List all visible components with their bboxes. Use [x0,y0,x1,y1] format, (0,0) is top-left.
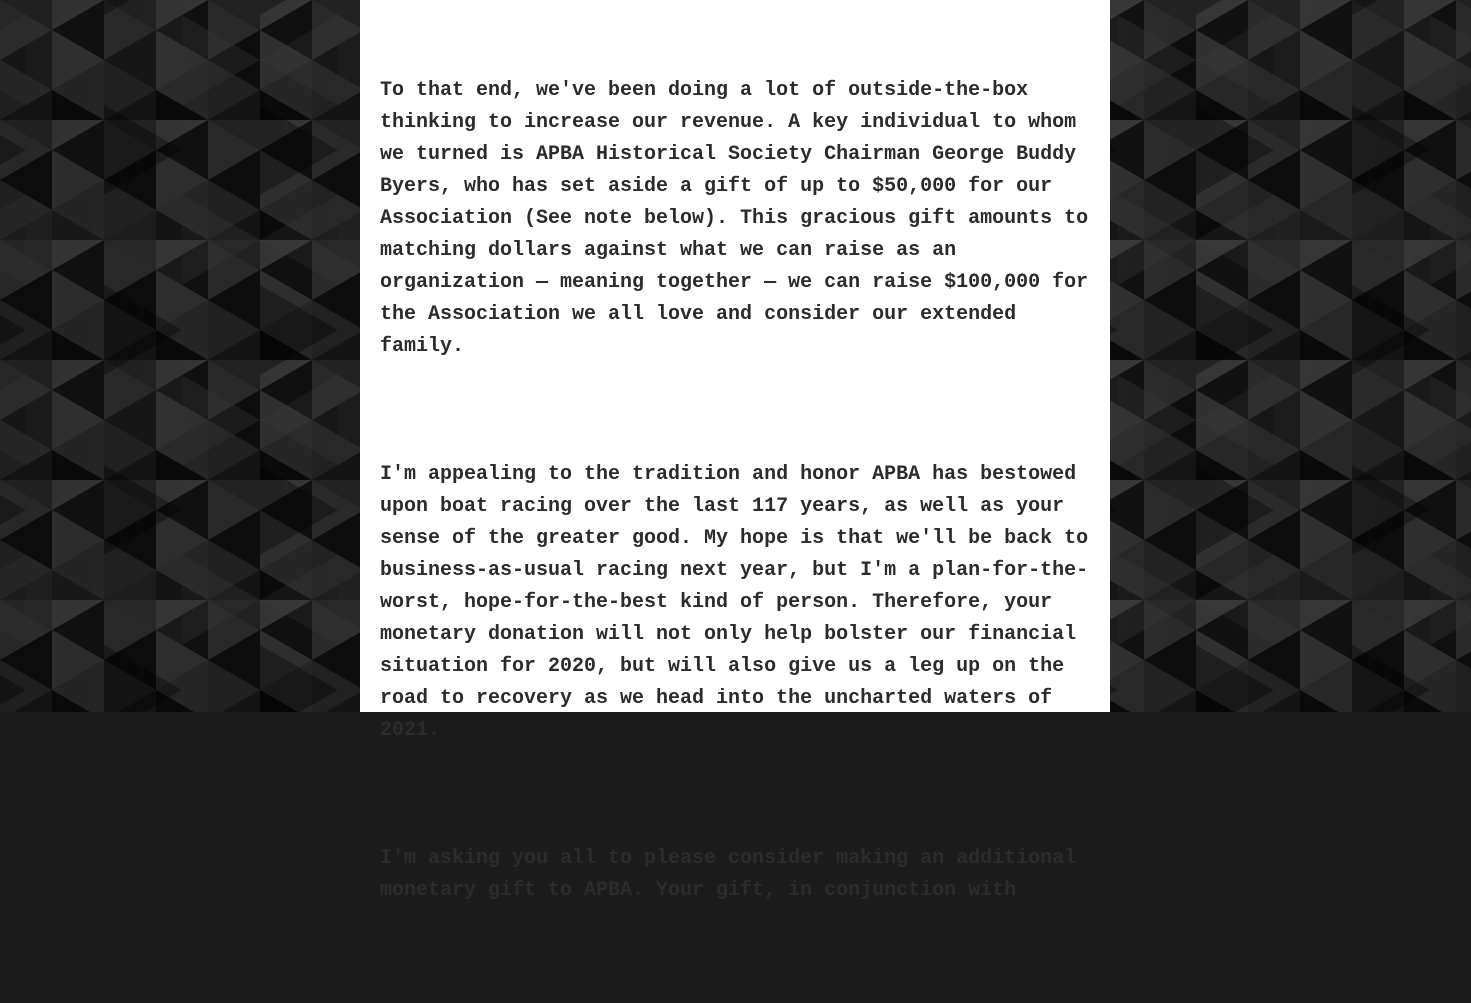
article-paragraph-3: I'm asking you all to please consider making an additional monetary gift to APBA. Your gift, in conjunction with [380,847,1077,902]
article-paragraph-2: I'm appealing to the tradition and honor APBA has bestowed upon boat racing over the last 117 years, as well as your sense of the greater good. My hope is that we'll be back to business-as-usual racing next year, but I'm a plan-for-the- worst, hope-for-the-best kind of person. Therefore, your monetary donation will not only help bolster our financial situation for 2020, but will also give us a leg up on the road to recovery as we head into the uncharted waters of 2021. [380,463,1089,742]
article-paragraph-1: To that end, we've been doing a lot of outside-the-box thinking to increase our revenue. A key individual to whom we turned is APBA Historical Society Chairman George Buddy Byers, who has set aside a gift of up to $50,000 for our Association (See note below). This gracious gift amounts to matching dollars against what we can raise as an organization — meaning together — we can raise $100,000 for the Association we all love and consider our extended family. [380,79,1089,358]
article-content-column [360,0,1110,902]
article-body [380,11,1092,1003]
